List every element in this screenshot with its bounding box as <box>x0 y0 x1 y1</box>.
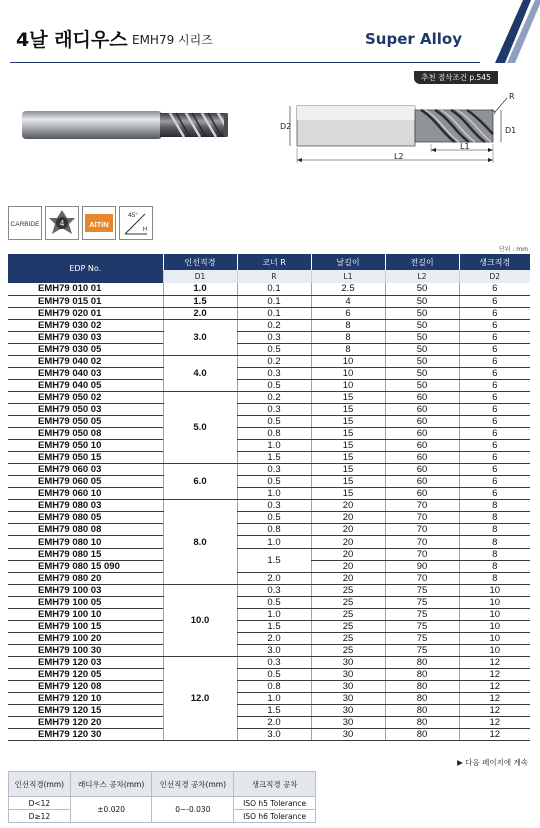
flute-length-cell: 25 <box>311 596 385 608</box>
overall-length-cell: 60 <box>385 403 459 415</box>
edp-cell: EMH79 030 03 <box>8 331 163 343</box>
table-row <box>8 283 530 295</box>
edp-cell: EMH79 080 10 <box>8 536 163 548</box>
edp-cell: EMH79 120 30 <box>8 729 163 741</box>
flute-length-cell: 20 <box>311 524 385 536</box>
shank-diameter-cell: 6 <box>459 416 530 428</box>
shank-diameter-cell: 12 <box>459 656 530 668</box>
cutting-diameter-cell: 6.0 <box>163 464 237 500</box>
shank-diameter-cell: 6 <box>459 295 530 307</box>
edp-cell: EMH79 050 08 <box>8 428 163 440</box>
shank-diameter-cell: 6 <box>459 403 530 415</box>
svg-text:CARBIDE: CARBIDE <box>10 221 40 228</box>
corner-radius-cell: 0.3 <box>237 367 311 379</box>
corner-radius-cell: 0.5 <box>237 416 311 428</box>
tol-dia: 0~-0.030 <box>152 797 234 823</box>
overall-length-cell: 80 <box>385 693 459 705</box>
header-l1: 날길이 <box>311 254 385 270</box>
tol-diameter: D≥12 <box>9 810 71 823</box>
flute-length-cell: 15 <box>311 416 385 428</box>
overall-length-cell: 60 <box>385 416 459 428</box>
overall-length-cell: 60 <box>385 476 459 488</box>
corner-radius-cell: 0.2 <box>237 391 311 403</box>
tol-header-radius: 래디우스 공차(mm) <box>70 772 152 797</box>
subheader-r: R <box>237 270 311 283</box>
page-title: 4날 래디우스 <box>16 29 128 51</box>
edp-cell: EMH79 050 15 <box>8 452 163 464</box>
corner-radius-cell: 1.0 <box>237 536 311 548</box>
overall-length-cell: 50 <box>385 367 459 379</box>
corner-radius-cell: 0.5 <box>237 379 311 391</box>
table-row <box>8 379 530 391</box>
table-row <box>8 428 530 440</box>
corner-radius-cell: 0.8 <box>237 681 311 693</box>
table-row <box>8 488 530 500</box>
edp-cell: EMH79 050 10 <box>8 440 163 452</box>
brand-label: Super Alloy <box>365 30 462 48</box>
corner-radius-cell: 2.0 <box>237 632 311 644</box>
table-row <box>8 584 530 596</box>
edp-cell: EMH79 100 05 <box>8 596 163 608</box>
tol-diameter: D<12 <box>9 797 71 810</box>
cutting-conditions-reference[interactable]: 추천 절삭조건 p.545 <box>414 71 498 84</box>
flute-length-cell: 30 <box>311 681 385 693</box>
overall-length-cell: 75 <box>385 584 459 596</box>
table-row <box>8 596 530 608</box>
cutting-diameter-cell: 2.0 <box>163 307 237 319</box>
flute-length-label: L1 <box>460 142 470 151</box>
svg-text:AlTiN: AlTiN <box>89 220 109 229</box>
cutting-diameter-cell: 3.0 <box>163 319 237 355</box>
flute-length-cell: 10 <box>311 379 385 391</box>
tol-radius: ±0.020 <box>70 797 152 823</box>
edp-cell: EMH79 060 03 <box>8 464 163 476</box>
flute-length-cell: 25 <box>311 584 385 596</box>
header-d2: 생크직경 <box>459 254 530 270</box>
overall-length-cell: 75 <box>385 620 459 632</box>
header-edp: EDP No. <box>8 254 163 283</box>
shank-diameter-cell: 6 <box>459 307 530 319</box>
flute-length-cell: 15 <box>311 488 385 500</box>
edp-cell: EMH79 120 10 <box>8 693 163 705</box>
edp-cell: EMH79 080 15 090 <box>8 560 163 572</box>
table-row <box>8 331 530 343</box>
edp-cell: EMH79 010 01 <box>8 283 163 295</box>
shank-diameter-cell: 10 <box>459 632 530 644</box>
corner-radius-cell: 0.3 <box>237 403 311 415</box>
overall-length-cell: 70 <box>385 512 459 524</box>
corner-radius-cell: 1.0 <box>237 693 311 705</box>
corner-radius-cell: 1.0 <box>237 488 311 500</box>
shank-diameter-cell: 10 <box>459 584 530 596</box>
cutting-diameter-cell: 8.0 <box>163 500 237 584</box>
flute-length-cell: 25 <box>311 632 385 644</box>
series-name: EMH79 시리즈 <box>132 33 213 47</box>
cutting-diameter-cell: 1.5 <box>163 295 237 307</box>
overall-length-cell: 80 <box>385 729 459 741</box>
flute-length-cell: 2.5 <box>311 283 385 295</box>
overall-length-cell: 70 <box>385 524 459 536</box>
tol-shank: ISO h5 Tolerance <box>234 797 316 810</box>
corner-radius-cell: 3.0 <box>237 729 311 741</box>
shank-diameter-cell: 12 <box>459 669 530 681</box>
flute-length-cell: 8 <box>311 343 385 355</box>
flute-length-cell: 15 <box>311 428 385 440</box>
shank-diameter-cell: 8 <box>459 560 530 572</box>
flute-length-cell: 15 <box>311 452 385 464</box>
overall-length-cell: 75 <box>385 632 459 644</box>
table-row <box>8 620 530 632</box>
subheader-l2: L2 <box>385 270 459 283</box>
flute-length-cell: 10 <box>311 367 385 379</box>
overall-length-cell: 50 <box>385 331 459 343</box>
shank-diameter-cell: 6 <box>459 319 530 331</box>
edp-cell: EMH79 015 01 <box>8 295 163 307</box>
corner-radius-cell: 1.5 <box>237 548 311 572</box>
overall-length-cell: 50 <box>385 295 459 307</box>
table-row <box>8 608 530 620</box>
overall-length-cell: 60 <box>385 452 459 464</box>
flute-length-cell: 8 <box>311 319 385 331</box>
svg-text:4: 4 <box>59 219 65 228</box>
flute-length-cell: 30 <box>311 705 385 717</box>
cutting-diameter-cell: 1.0 <box>163 283 237 295</box>
table-row <box>8 644 530 656</box>
shank-diameter-cell: 12 <box>459 729 530 741</box>
flute-length-cell: 25 <box>311 644 385 656</box>
overall-length-cell: 50 <box>385 343 459 355</box>
cutting-diameter-cell: 10.0 <box>163 584 237 656</box>
table-row <box>8 500 530 512</box>
overall-length-cell: 50 <box>385 307 459 319</box>
overall-length-cell: 75 <box>385 596 459 608</box>
corner-radius-cell: 0.3 <box>237 584 311 596</box>
shank-diameter-cell: 12 <box>459 705 530 717</box>
shank-diameter-cell: 6 <box>459 283 530 295</box>
cutting-diameter-cell: 5.0 <box>163 391 237 463</box>
shank-diameter-cell: 8 <box>459 548 530 560</box>
flute-4-icon <box>45 206 79 240</box>
svg-text:H: H <box>142 227 148 233</box>
edp-cell: EMH79 080 05 <box>8 512 163 524</box>
edp-cell: EMH79 100 03 <box>8 584 163 596</box>
overall-length-cell: 60 <box>385 391 459 403</box>
corner-radius-cell: 0.5 <box>237 512 311 524</box>
table-row <box>8 416 530 428</box>
table-row <box>8 632 530 644</box>
header-r: 코너 R <box>237 254 311 270</box>
table-row <box>8 705 530 717</box>
table-row <box>8 729 530 741</box>
table-row <box>8 464 530 476</box>
tool-dimension-diagram <box>275 88 515 178</box>
corner-radius-cell: 0.2 <box>237 319 311 331</box>
edp-cell: EMH79 050 05 <box>8 416 163 428</box>
header-divider <box>10 62 480 63</box>
table-row <box>8 307 530 319</box>
table-row <box>8 355 530 367</box>
flute-length-cell: 15 <box>311 464 385 476</box>
shank-diameter-cell: 10 <box>459 608 530 620</box>
shank-diameter-cell: 12 <box>459 717 530 729</box>
overall-length-cell: 80 <box>385 705 459 717</box>
edp-cell: EMH79 100 10 <box>8 608 163 620</box>
overall-length-cell: 80 <box>385 656 459 668</box>
overall-length-cell: 80 <box>385 717 459 729</box>
table-row <box>8 717 530 729</box>
shank-diameter-cell: 6 <box>459 343 530 355</box>
flute-length-cell: 30 <box>311 729 385 741</box>
edp-cell: EMH79 030 02 <box>8 319 163 331</box>
shank-diameter-cell: 6 <box>459 440 530 452</box>
header-d1: 인선직경 <box>163 254 237 270</box>
edp-cell: EMH79 100 15 <box>8 620 163 632</box>
table-row <box>8 572 530 584</box>
shank-diameter-cell: 6 <box>459 476 530 488</box>
subheader-l1: L1 <box>311 270 385 283</box>
flute-length-cell: 20 <box>311 572 385 584</box>
table-row <box>8 693 530 705</box>
shank-diameter-cell: 6 <box>459 428 530 440</box>
edp-cell: EMH79 080 08 <box>8 524 163 536</box>
edp-cell: EMH79 080 03 <box>8 500 163 512</box>
overall-length-cell: 80 <box>385 681 459 693</box>
header-l2: 전길이 <box>385 254 459 270</box>
corner-radius-cell: 0.5 <box>237 343 311 355</box>
table-row <box>8 403 530 415</box>
flute-length-cell: 6 <box>311 307 385 319</box>
carbide-icon <box>8 206 42 240</box>
edp-cell: EMH79 120 20 <box>8 717 163 729</box>
tol-row <box>9 797 316 810</box>
flute-length-cell: 20 <box>311 548 385 560</box>
overall-length-cell: 90 <box>385 560 459 572</box>
overall-length-cell: 80 <box>385 669 459 681</box>
flute-length-cell: 30 <box>311 656 385 668</box>
edp-cell: EMH79 050 02 <box>8 391 163 403</box>
corner-radius-cell: 1.5 <box>237 620 311 632</box>
shank-diameter-cell: 8 <box>459 500 530 512</box>
helix-angle-icon <box>119 206 153 240</box>
table-row <box>8 343 530 355</box>
edp-cell: EMH79 050 03 <box>8 403 163 415</box>
shank-diameter-cell: 10 <box>459 596 530 608</box>
tol-shank: ISO h6 Tolerance <box>234 810 316 823</box>
flute-length-cell: 25 <box>311 608 385 620</box>
table-row <box>8 452 530 464</box>
subheader-d2: D2 <box>459 270 530 283</box>
cutting-diameter-cell: 4.0 <box>163 355 237 391</box>
flute-length-cell: 15 <box>311 440 385 452</box>
flute-length-cell: 15 <box>311 476 385 488</box>
flute-length-cell: 20 <box>311 560 385 572</box>
table-row <box>8 367 530 379</box>
edp-cell: EMH79 040 03 <box>8 367 163 379</box>
overall-length-cell: 60 <box>385 428 459 440</box>
flute-length-cell: 20 <box>311 500 385 512</box>
edp-cell: EMH79 120 08 <box>8 681 163 693</box>
corner-radius-cell: 2.0 <box>237 572 311 584</box>
table-row <box>8 476 530 488</box>
overall-length-cell: 60 <box>385 440 459 452</box>
overall-length-cell: 50 <box>385 283 459 295</box>
flute-length-cell: 10 <box>311 355 385 367</box>
flute-length-cell: 30 <box>311 693 385 705</box>
overall-length-cell: 70 <box>385 548 459 560</box>
subheader-d1: D1 <box>163 270 237 283</box>
flute-length-cell: 8 <box>311 331 385 343</box>
altin-coating-icon <box>82 206 116 240</box>
overall-length-cell: 60 <box>385 464 459 476</box>
table-row <box>8 524 530 536</box>
corner-radius-cell: 0.3 <box>237 656 311 668</box>
overall-length-cell: 70 <box>385 572 459 584</box>
flute-length-cell: 20 <box>311 536 385 548</box>
edp-cell: EMH79 040 05 <box>8 379 163 391</box>
table-row <box>8 681 530 693</box>
product-spec-table <box>8 254 530 741</box>
table-row <box>8 669 530 681</box>
corner-radius-cell: 3.0 <box>237 644 311 656</box>
edp-cell: EMH79 100 20 <box>8 632 163 644</box>
overall-length-cell: 50 <box>385 379 459 391</box>
tol-header-dia-tol: 인선직경 공차(mm) <box>152 772 234 797</box>
corner-radius-cell: 2.0 <box>237 717 311 729</box>
tool-photo <box>20 105 235 145</box>
table-row <box>8 295 530 307</box>
flute-length-cell: 4 <box>311 295 385 307</box>
corner-radius-cell: 0.5 <box>237 669 311 681</box>
continued-note: ▶ 다음 페이지에 계속 <box>457 758 528 767</box>
flute-length-cell: 20 <box>311 512 385 524</box>
edp-cell: EMH79 040 02 <box>8 355 163 367</box>
edp-cell: EMH79 120 15 <box>8 705 163 717</box>
corner-radius-cell: 0.1 <box>237 295 311 307</box>
table-row <box>8 440 530 452</box>
overall-length-cell: 50 <box>385 355 459 367</box>
flute-length-cell: 30 <box>311 717 385 729</box>
overall-length-cell: 60 <box>385 488 459 500</box>
overall-length-cell: 75 <box>385 608 459 620</box>
overall-length-cell: 75 <box>385 644 459 656</box>
shank-diameter-cell: 6 <box>459 391 530 403</box>
shank-diameter-cell: 8 <box>459 536 530 548</box>
corner-radius-cell: 0.8 <box>237 524 311 536</box>
shank-diameter-cell: 6 <box>459 355 530 367</box>
flute-length-cell: 15 <box>311 403 385 415</box>
corner-radius-label: R <box>509 92 515 101</box>
corner-radius-cell: 1.0 <box>237 608 311 620</box>
svg-text:45°: 45° <box>128 212 138 219</box>
cutting-diameter-cell: 12.0 <box>163 656 237 740</box>
corner-radius-cell: 0.3 <box>237 331 311 343</box>
shank-diameter-label: D2 <box>280 122 292 131</box>
corner-radius-cell: 0.1 <box>237 283 311 295</box>
table-row <box>8 391 530 403</box>
shank-diameter-cell: 6 <box>459 488 530 500</box>
shank-diameter-cell: 8 <box>459 512 530 524</box>
overall-length-cell: 50 <box>385 319 459 331</box>
edp-cell: EMH79 060 10 <box>8 488 163 500</box>
corner-radius-cell: 0.3 <box>237 500 311 512</box>
corner-radius-cell: 0.1 <box>237 307 311 319</box>
page-header <box>0 0 540 70</box>
shank-diameter-cell: 6 <box>459 379 530 391</box>
table-row <box>8 548 530 560</box>
shank-diameter-cell: 8 <box>459 524 530 536</box>
tol-header-shank: 생크직경 공차 <box>234 772 316 797</box>
flute-length-cell: 30 <box>311 669 385 681</box>
table-row <box>8 512 530 524</box>
edp-cell: EMH79 120 05 <box>8 669 163 681</box>
shank-diameter-cell: 6 <box>459 452 530 464</box>
unit-note: 단위 : mm <box>498 246 528 253</box>
shank-diameter-cell: 10 <box>459 644 530 656</box>
edp-cell: EMH79 080 15 <box>8 548 163 560</box>
corner-radius-cell: 0.5 <box>237 596 311 608</box>
corner-radius-cell: 1.5 <box>237 452 311 464</box>
table-row <box>8 656 530 668</box>
shank-diameter-cell: 12 <box>459 681 530 693</box>
overall-length-cell: 70 <box>385 500 459 512</box>
tol-header-diameter: 인선직경(mm) <box>9 772 71 797</box>
spec-table-body <box>8 283 530 741</box>
shank-diameter-cell: 6 <box>459 367 530 379</box>
flute-length-cell: 25 <box>311 620 385 632</box>
edp-cell: EMH79 020 01 <box>8 307 163 319</box>
edp-cell: EMH79 120 03 <box>8 656 163 668</box>
overall-length-label: L2 <box>394 152 404 161</box>
edp-cell: EMH79 030 05 <box>8 343 163 355</box>
shank-diameter-cell: 10 <box>459 620 530 632</box>
shank-diameter-cell: 6 <box>459 331 530 343</box>
shank-diameter-cell: 8 <box>459 572 530 584</box>
corner-radius-cell: 0.5 <box>237 476 311 488</box>
edp-cell: EMH79 080 20 <box>8 572 163 584</box>
corner-radius-cell: 1.0 <box>237 440 311 452</box>
edp-cell: EMH79 060 05 <box>8 476 163 488</box>
cutting-diameter-label: D1 <box>505 126 517 135</box>
corner-radius-cell: 0.3 <box>237 464 311 476</box>
flute-length-cell: 15 <box>311 391 385 403</box>
table-row <box>8 536 530 548</box>
edp-cell: EMH79 100 30 <box>8 644 163 656</box>
corner-radius-cell: 1.5 <box>237 705 311 717</box>
corner-radius-cell: 0.8 <box>237 428 311 440</box>
table-row <box>8 319 530 331</box>
corner-radius-cell: 0.2 <box>237 355 311 367</box>
shank-diameter-cell: 6 <box>459 464 530 476</box>
overall-length-cell: 70 <box>385 536 459 548</box>
shank-diameter-cell: 12 <box>459 693 530 705</box>
tolerance-table <box>8 771 316 823</box>
